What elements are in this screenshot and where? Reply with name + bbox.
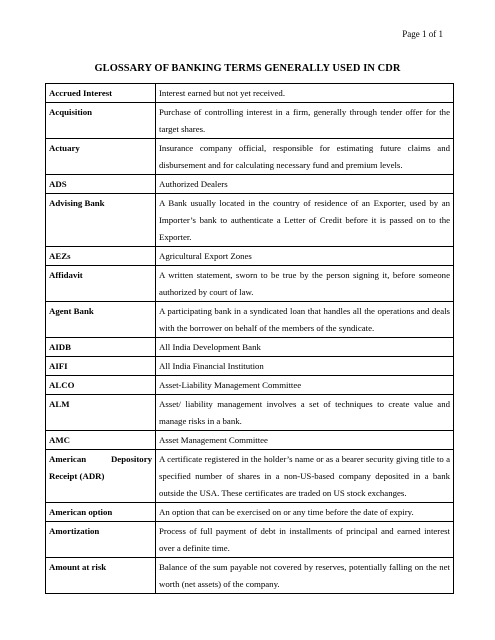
glossary-term: ADS: [46, 175, 156, 194]
glossary-definition: All India Financial Institution: [156, 357, 454, 376]
glossary-definition: Asset Management Committee: [156, 431, 454, 450]
glossary-row: [46, 266, 454, 302]
glossary-term: AMC: [46, 431, 156, 450]
glossary-definition: Asset-Liability Management Committee: [156, 376, 454, 395]
glossary-definition: Authorized Dealers: [156, 175, 454, 194]
glossary-term: Accrued Interest: [46, 84, 156, 103]
glossary-row: [46, 558, 454, 594]
glossary-row: [46, 84, 454, 103]
glossary-definition: Purchase of controlling interest in a firm, generally through tender offer for the target shares.: [156, 103, 454, 139]
glossary-term: Actuary: [46, 139, 156, 175]
glossary-row: [46, 139, 454, 175]
glossary-term: American option: [46, 503, 156, 522]
glossary-definition: Agricultural Export Zones: [156, 247, 454, 266]
glossary-definition: Asset/ liability management involves a set of techniques to create value and manage risks in a bank.: [156, 395, 454, 431]
glossary-row: [46, 302, 454, 338]
glossary-definition: A participating bank in a syndicated loan that handles all the operations and deals with the borrower on behalf of the members of the syndicate.: [156, 302, 454, 338]
glossary-definition: An option that can be exercised on or any time before the date of expiry.: [156, 503, 454, 522]
glossary-row: [46, 357, 454, 376]
glossary-term: Advising Bank: [46, 194, 156, 247]
glossary-row: [46, 376, 454, 395]
glossary-term: Affidavit: [46, 266, 156, 302]
glossary-definition: A certificate registered in the holder’s name or as a bearer security giving title to a specified number of shares in a non-US-based company deposited in a bank outside the USA. These certificates are traded on US stock exchanges.: [156, 450, 454, 503]
glossary-row: [46, 103, 454, 139]
glossary-definition: A Bank usually located in the country of residence of an Exporter, used by an Importer’s bank to authenticate a Letter of Credit before it is passed on to the Exporter.: [156, 194, 454, 247]
glossary-term: Acquisition: [46, 103, 156, 139]
document-title: GLOSSARY OF BANKING TERMS GENERALLY USED IN CDR: [94, 63, 401, 74]
glossary-term: ALCO: [46, 376, 156, 395]
glossary-row: [46, 503, 454, 522]
glossary-row: [46, 338, 454, 357]
glossary-term: American Depository Receipt (ADR): [46, 450, 156, 503]
glossary-definition: Balance of the sum payable not covered by reserves, potentially falling on the net worth (net assets) of the company.: [156, 558, 454, 594]
glossary-row: [46, 450, 454, 503]
glossary-row: [46, 395, 454, 431]
glossary-row: [46, 175, 454, 194]
glossary-row: [46, 431, 454, 450]
glossary-term: Amortization: [46, 522, 156, 558]
glossary-term: Agent Bank: [46, 302, 156, 338]
glossary-definition: Interest earned but not yet received.: [156, 84, 454, 103]
glossary-term: AIDB: [46, 338, 156, 357]
glossary-definition: Process of full payment of debt in installments of principal and earned interest over a definite time.: [156, 522, 454, 558]
glossary-term: Amount at risk: [46, 558, 156, 594]
glossary-term: ALM: [46, 395, 156, 431]
glossary-term: AEZs: [46, 247, 156, 266]
glossary-row: [46, 522, 454, 558]
glossary-definition: All India Development Bank: [156, 338, 454, 357]
glossary-row: [46, 194, 454, 247]
glossary-definition: A written statement, sworn to be true by the person signing it, before someone authorized by court of law.: [156, 266, 454, 302]
glossary-definition: Insurance company official, responsible for estimating future claims and disbursement and for calculating necessary fund and premium levels.: [156, 139, 454, 175]
glossary-table: [45, 83, 454, 594]
glossary-term: AIFI: [46, 357, 156, 376]
page-number: Page 1 of 1: [402, 29, 443, 39]
glossary-row: [46, 247, 454, 266]
